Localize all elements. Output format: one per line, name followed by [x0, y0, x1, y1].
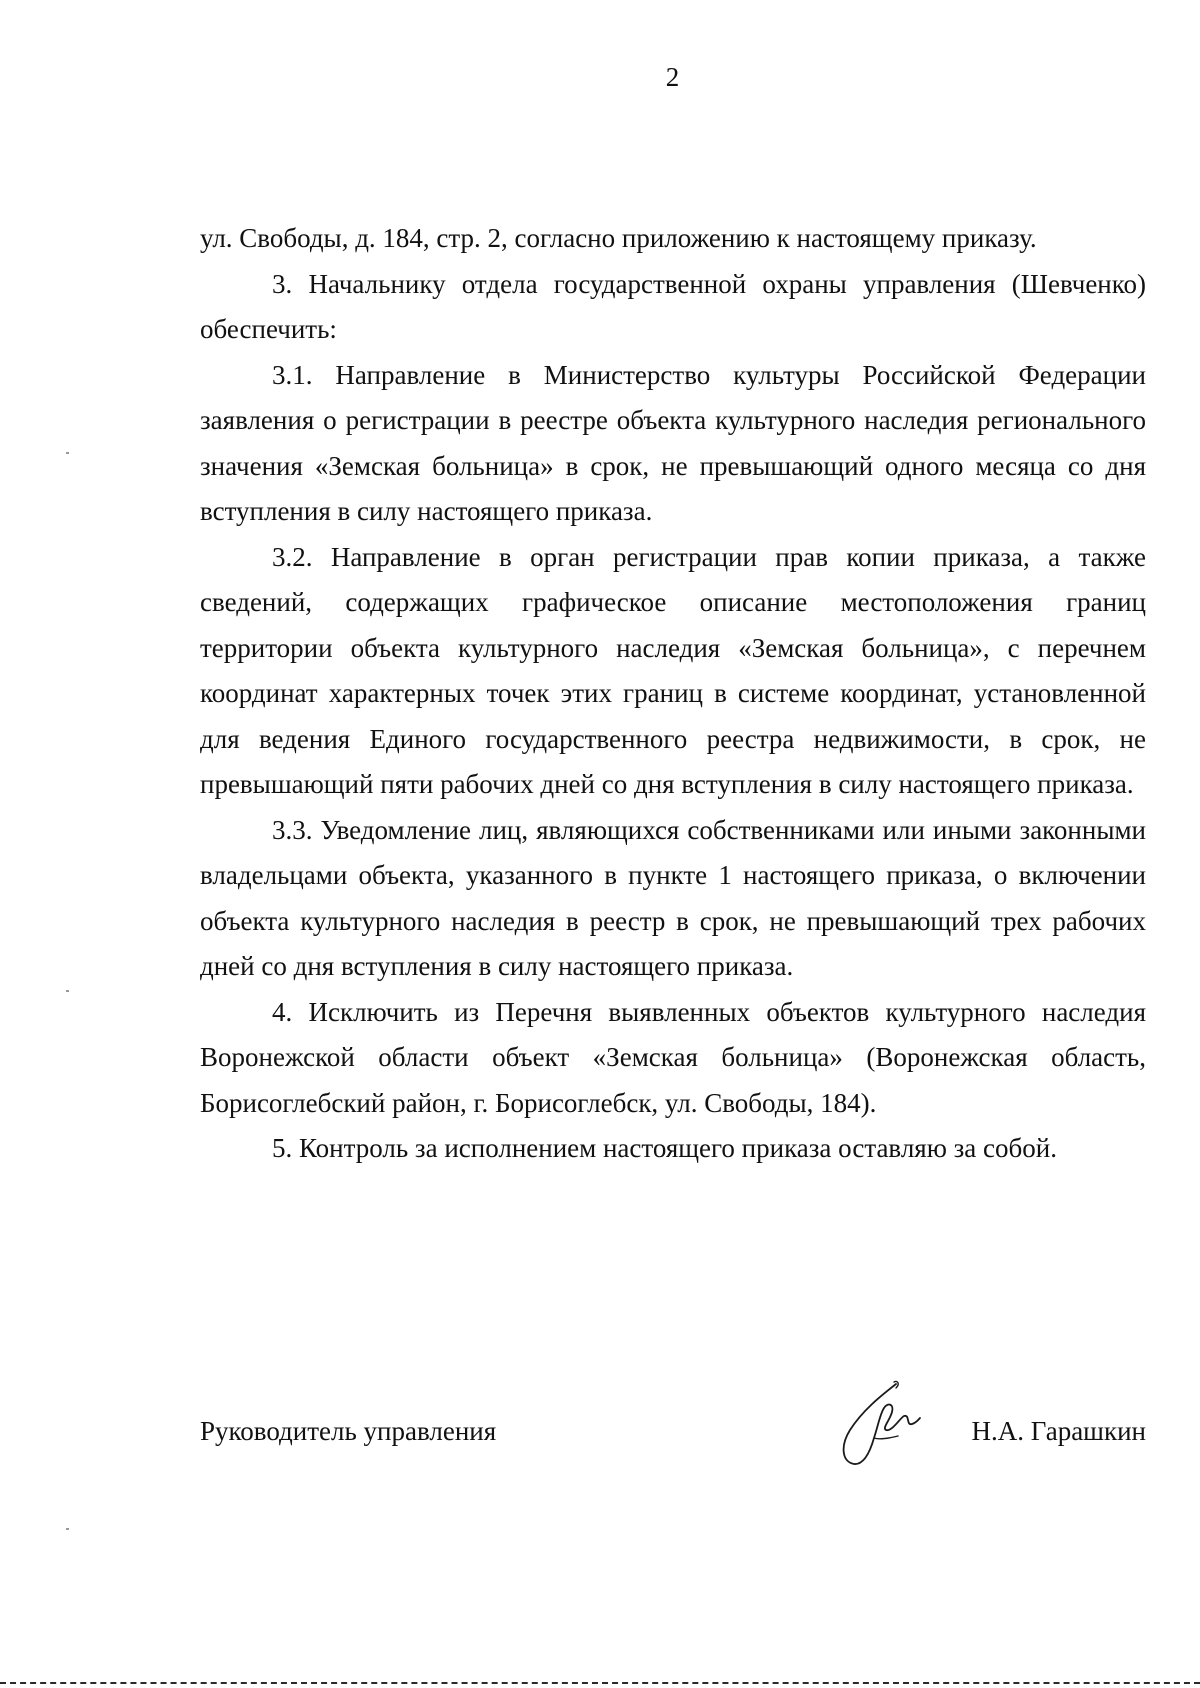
paragraph-item-4: 4. Исключить из Перечня выявленных объектов культурного наследия Воронежской области объект «Земская больница» (Воронежская область, Борисоглебский район, г. Борисоглебск, ул. Свободы, 184). [200, 996, 1146, 1118]
document-body [200, 216, 1146, 1172]
paragraph-item-3-2: 3.2. Направление в орган регистрации прав копии приказа, а также сведений, содержащих графическое описание местоположения границ территории объекта культурного наследия «Земская больница», с перечнем координат характерных точек этих границ в системе координат, установленной для ведения Единого государственного реестра недвижимости, в срок, не превышающий пяти рабочих дней со дня вступления в силу настоящего приказа. [200, 541, 1146, 799]
paragraph-item-3: 3. Начальнику отдела государственной охраны управления (Шевченко) обеспечить: [200, 268, 1146, 344]
margin-mark [66, 990, 69, 992]
handwritten-signature [834, 1378, 924, 1478]
page-number: 2 [665, 62, 680, 92]
paragraph-item-3-1: 3.1. Направление в Министерство культуры Российской Федерации заявления о регистрации в реестре объекта культурного наследия регионального значения «Земская больница» в срок, не превышающий одного месяца со дня вступления в силу настоящего приказа. [200, 359, 1146, 526]
margin-mark [66, 1528, 69, 1530]
page-edge-rule [0, 1682, 1200, 1684]
paragraph-continuation: ул. Свободы, д. 184, стр. 2, согласно приложению к настоящему приказу. [200, 223, 1037, 253]
signatory-title: Руководитель управления [200, 1416, 497, 1446]
margin-mark [66, 452, 69, 454]
signatory-name: Н.А. Гарашкин [971, 1416, 1146, 1446]
signature-block [200, 1408, 1146, 1468]
paragraph-item-3-3: 3.3. Уведомление лиц, являющихся собственниками или иными законными владельцами объекта, указанного в пункте 1 настоящего приказа, о включении объекта культурного наследия в реестр в срок, не превышающий трех рабочих дней со дня вступления в силу настоящего приказа. [200, 814, 1146, 981]
paragraph-item-5: 5. Контроль за исполнением настоящего приказа оставляю за собой. [272, 1133, 1057, 1163]
